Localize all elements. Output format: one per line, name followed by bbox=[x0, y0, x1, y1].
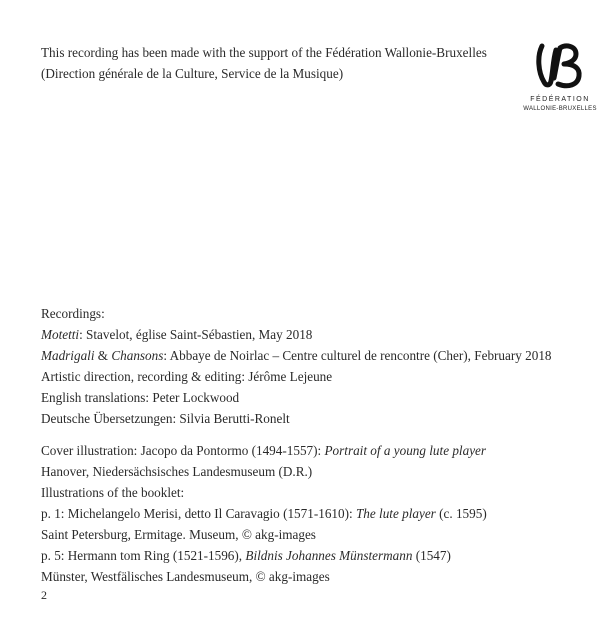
page-number: 2 bbox=[41, 588, 47, 602]
p5-artist: p. 5: Hermann tom Ring (1521-1596), bbox=[41, 548, 246, 563]
english-translation-credit: English translations: Peter Lockwood bbox=[41, 390, 240, 405]
p5-date: (1547) bbox=[412, 548, 451, 563]
p5-title: Bildnis Johannes Münstermann bbox=[245, 548, 413, 563]
chansons-label: Chansons bbox=[111, 348, 164, 363]
motetti-location: : Stavelot, église Saint-Sébastien, May 2018 bbox=[79, 327, 313, 342]
recording-motetti bbox=[41, 325, 312, 344]
p1-title: The lute player bbox=[355, 506, 436, 521]
cover-location: Hanover, Niedersächsisches Landesmuseum (D.R.) bbox=[41, 464, 313, 479]
artistic-direction-credit: Artistic direction, recording & editing: Jérôme Lejeune bbox=[41, 369, 333, 384]
p1-date: (c. 1595) bbox=[435, 506, 487, 521]
recordings-heading: Recordings: bbox=[41, 306, 105, 321]
logo-text-wallonie-bruxelles: WALLONIE-BRUXELLES bbox=[523, 106, 597, 112]
motetti-label: Motetti bbox=[41, 327, 80, 342]
cover-title: Portrait of a young lute player bbox=[324, 443, 487, 458]
german-translation-credit: Deutsche Übersetzungen: Silvia Berutti-Ronelt bbox=[41, 411, 290, 426]
cover-artist: Cover illustration: Jacopo da Pontormo (1494-1557): bbox=[41, 443, 325, 458]
logo-text-federation: FÉDÉRATION bbox=[530, 96, 590, 103]
support-statement: This recording has been made with the support of the Fédération Wallonie-Bruxelles bbox=[41, 45, 487, 60]
recording-madrigali-chansons bbox=[41, 346, 552, 365]
federation-wallonie-bruxelles-logo bbox=[522, 42, 598, 118]
fwb-logo-icon bbox=[536, 42, 584, 92]
p5-location: Münster, Westfälisches Landesmuseum, © akg-images bbox=[41, 569, 330, 584]
p1-artist: p. 1: Michelangelo Merisi, detto Il Caravagio (1571-1610): bbox=[41, 506, 356, 521]
madrigali-location: : Abbaye de Noirlac – Centre culturel de rencontre (Cher), February 2018 bbox=[163, 348, 552, 363]
ampersand: & bbox=[94, 348, 112, 363]
cover-illustration-credit bbox=[41, 441, 486, 460]
p5-illustration-credit bbox=[41, 546, 451, 565]
madrigali-label: Madrigali bbox=[41, 348, 95, 363]
support-statement-detail: (Direction générale de la Culture, Service de la Musique) bbox=[41, 66, 344, 81]
booklet-illustrations-heading: Illustrations of the booklet: bbox=[41, 485, 185, 500]
p1-location: Saint Petersburg, Ermitage. Museum, © akg-images bbox=[41, 527, 316, 542]
p1-illustration-credit bbox=[41, 504, 487, 523]
